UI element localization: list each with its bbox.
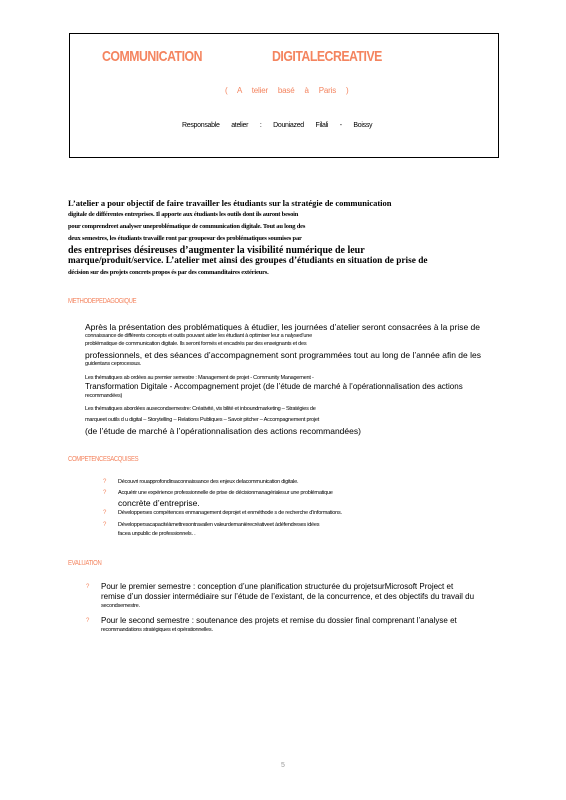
bullet-icon: ? [86,618,90,624]
competence-item: Découvri rouapprofondirsaconnaissance des enjeux delacommunication digitale. [118,479,299,485]
methode-line: Les thématiques ab ordées au premier semestre : Management de projet - Community Management - [85,375,314,381]
bullet-icon: ? [103,490,107,496]
header-subtitle: ( A telier basé à Paris ) [225,86,349,95]
methode-line: marqueet outils d u digital – Storytelling – Relations Publiques – Savoir pitcher – Accompagnement projet [85,417,320,423]
evaluation-item-continued: secondsemestre. [101,603,140,609]
page-number: 5 [281,762,285,769]
evaluation-item: Pour le premier semestre : conception d’une planification structurée du projetsurMicrosoft Project et [101,582,454,591]
evaluation-item: Pour le second semestre : soutenance des projets et remise du dossier final comprenant l’analyse et [101,616,457,625]
intro-line: L’atelier a pour objectif de faire travailler les étudiants sur la stratégie de communication [68,198,392,208]
section-title-evaluation: EVALUATION [68,560,102,567]
competence-item-continued: facea unpublic de professionnels. . [118,531,196,537]
intro-line: des entreprises désireuses d’augmenter la visibilité numérique de leur [68,245,365,256]
methode-line: professionnels, et des séances d’accompagnement sont programmées tout au long de l’année afin de les [85,350,481,360]
bullet-icon: ? [103,479,107,485]
header-title-communication: COMMUNICATION [102,48,202,65]
methode-line: guidentans ceprocessus. [85,361,142,367]
methode-line: Après la présentation des problématiques à étudier, les journées d’atelier seront consacrées à la prise de [85,322,481,332]
section-title-methode: METHODEPEDAGOGIQUE [68,298,137,305]
intro-paragraph [68,197,498,279]
bullet-icon: ? [86,584,90,590]
methode-line: problématique de communication digitale. Ils seront formés et encadrés par des enseignants et des [85,341,307,347]
header-title-digitalecreative: DIGITALECREATIVE [272,48,382,65]
methode-line: Transformation Digitale - Accompagnement projet (de l’étude de marché à l’opérationnalisation des actions [85,382,463,391]
intro-line: deux semestres, les étudiants travaille ront par groupesur des problématiques soumises par [68,235,302,242]
intro-line: digitale de différentes entreprises. Il apporte aux étudiants les outils dont ils auront besoin [68,211,299,218]
section-title-competences: COMPETENCESACQUISES [68,456,139,463]
methode-line: connaissance de différents concepts et outils pouvant aider les étudiant à optimiser leur a nalysed’une [85,333,312,339]
intro-line: pour comprendreet analyser uneproblématique de communication digitale. Tout au long des [68,223,306,230]
competence-item: Développersacapacitéàmettresontravailen valeurdemanièrecréativeet àdéfendreses idées [118,522,320,528]
competence-item-continued: concrète d’entreprise. [118,498,200,508]
bullet-icon: ? [103,510,107,516]
methode-line: recommandées) [85,393,123,399]
bullet-icon: ? [103,522,107,528]
intro-line: marque/produit/service. L’atelier met ainsi des groupes d’étudiants en situation de prise de [68,256,428,266]
header-box [69,33,499,158]
competence-item: Acquérir une expérience professionnelle de prise de décisionmanagérialesur une problématique [118,490,333,496]
evaluation-item-continued: remise d’un dossier intermédiaire sur l’étude de l’existant, de la concurrence, et des objectifs du travail du [101,592,475,601]
intro-line: décision sur des projets concrets propos és par des commanditaires extérieurs. [68,269,269,276]
methode-line: (de l’étude de marché à l’opérationnalisation des actions recommandées) [85,426,361,436]
competence-item: Développerses compétences enmanagement deprojet et enméthode s de recherche d’informations. [118,510,342,516]
header-responsable: Responsable atelier : Douniazed Filali - Boissy [182,122,373,129]
evaluation-item-continued: recommandations stratégiques et opérationnelles. [101,627,213,633]
methode-line: Les thématiques abordées ausecondsemestre: Créativité, vis bilité et inboundmarketing – Stratégies de [85,406,316,412]
